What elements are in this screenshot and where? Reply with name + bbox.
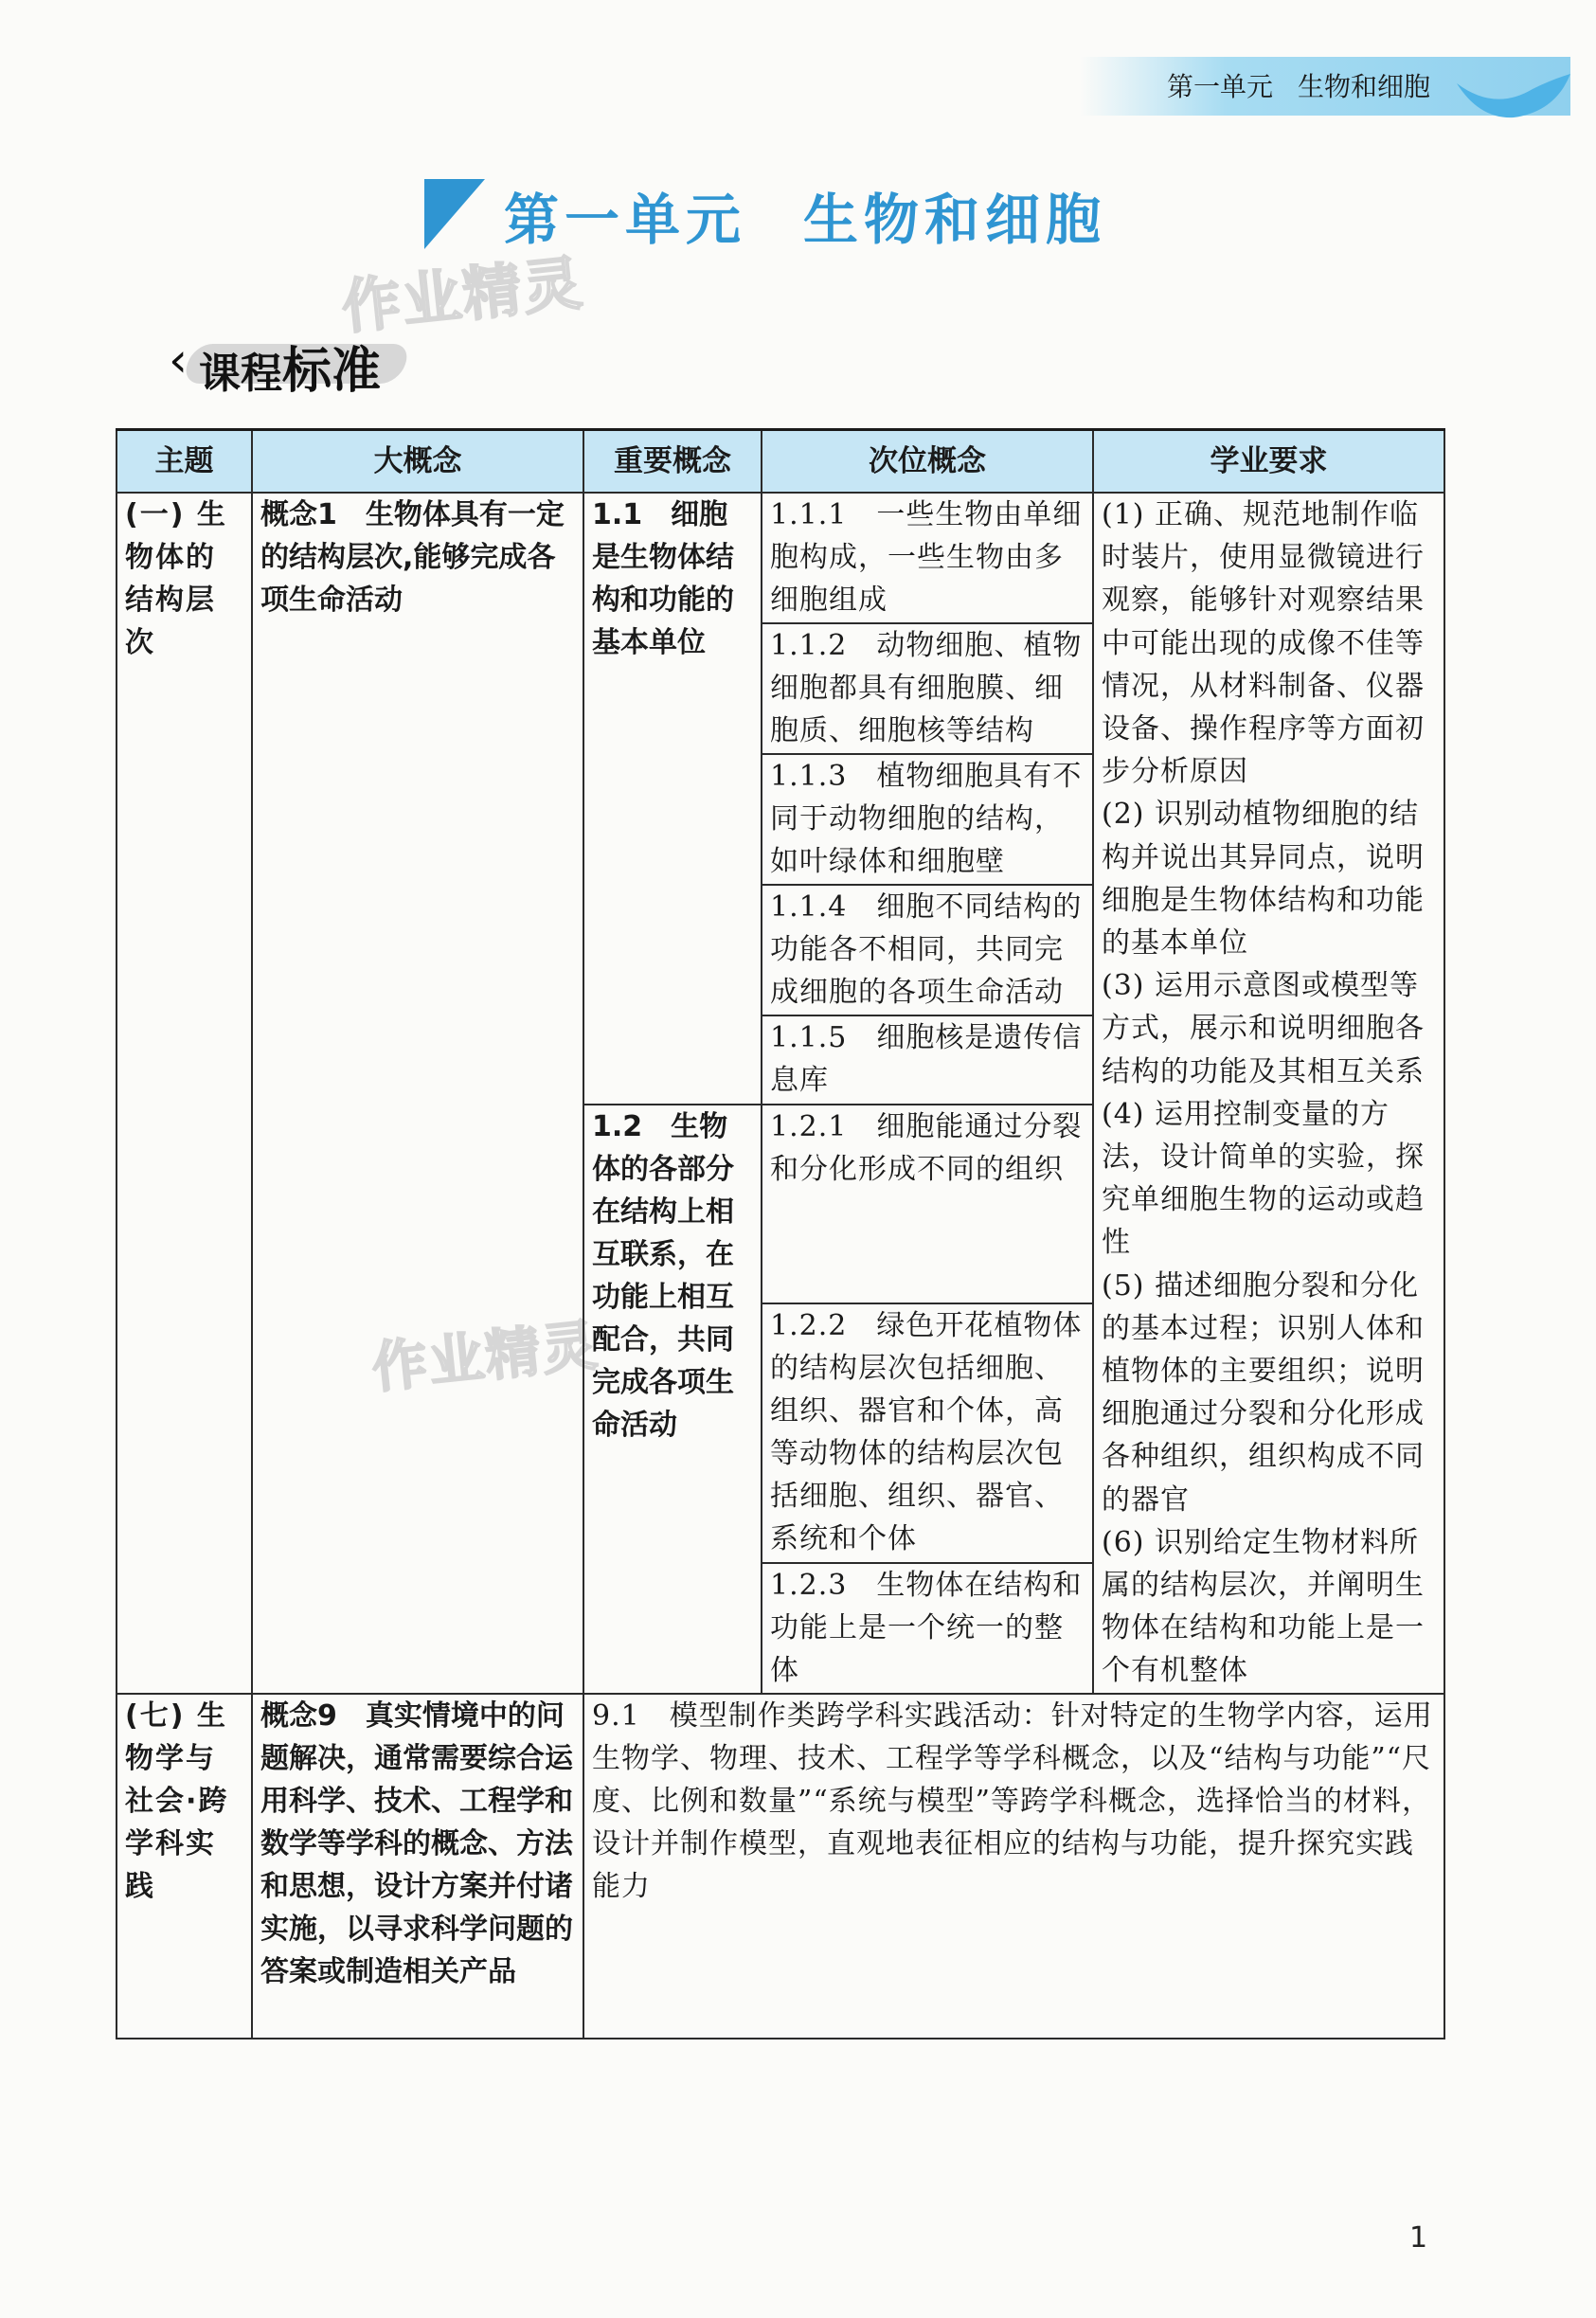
table-row bbox=[117, 1694, 1444, 2039]
triangle-marker-icon bbox=[424, 179, 485, 249]
column-header-important-concept: 重要概念 bbox=[583, 430, 762, 494]
big-concept-cell: 概念1 生物体具有一定的结构层次,能够完成各项生命活动 bbox=[252, 493, 583, 1694]
page-header-band bbox=[1080, 57, 1570, 116]
important-concept-cell: 1.2 生物体的各部分在结构上相互联系，在功能上相互配合，共同完成各项生命活动 bbox=[583, 1105, 762, 1694]
requirement-item: (4) 运用控制变量的方法，设计简单的实验，探究单细胞生物的运动或趋性 bbox=[1102, 1097, 1425, 1260]
running-header-unit: 第一单元 bbox=[1166, 71, 1273, 102]
running-header bbox=[1142, 66, 1430, 104]
important-concept-cell: 1.1 细胞是生物体结构和功能的基本单位 bbox=[583, 493, 762, 1105]
running-header-topic: 生物和细胞 bbox=[1297, 71, 1430, 102]
requirement-item: (5) 描述细胞分裂和分化的基本过程；识别人体和植物体的主要组织；说明细胞通过分裂和分化形成各种组织，组织构成不同的器官 bbox=[1102, 1268, 1425, 1517]
requirement-item: (1) 正确、规范地制作临时装片，使用显微镜进行观察，能够针对观察结果中可能出现的成像不佳等情况，从材料制备、仪器设备、操作程序等方面初步分析原因 bbox=[1102, 498, 1425, 789]
sub-concept-cell: 1.2.1 细胞能通过分裂和分化形成不同的组织 bbox=[762, 1105, 1093, 1303]
curriculum-standard-table bbox=[116, 428, 1445, 2039]
big-concept-cell: 概念9 真实情境中的问题解决，通常需要综合运用科学、技术、工程学和数学等学科的概念、方法和思想，设计方案并付诸实施，以寻求科学问题的答案或制造相关产品 bbox=[252, 1694, 583, 2039]
table-row bbox=[117, 493, 1444, 623]
sub-concept-cell: 1.1.2 动物细胞、植物细胞都具有细胞膜、细胞质、细胞核等结构 bbox=[762, 623, 1093, 754]
column-header-requirement: 学业要求 bbox=[1093, 430, 1444, 494]
section-heading-part1: 课程 bbox=[199, 350, 282, 398]
watermark: 作业精灵 bbox=[368, 1312, 602, 1401]
sub-concept-cell: 1.1.3 植物细胞具有不同于动物细胞的结构，如叶绿体和细胞壁 bbox=[762, 754, 1093, 885]
sub-concept-cell: 1.1.5 细胞核是遗传信息库 bbox=[762, 1015, 1093, 1105]
sub-concept-cell: 1.2.2 绿色开花植物体的结构层次包括细胞、组织、器官和个体，高等动物体的结构层次包括细胞、组织、器官、系统和个体 bbox=[762, 1303, 1093, 1563]
watermark: 作业精灵 bbox=[338, 247, 587, 343]
page-number: 1 bbox=[1409, 2221, 1428, 2255]
header-wave-icon bbox=[1457, 74, 1570, 123]
column-header-topic: 主题 bbox=[117, 430, 252, 494]
column-header-sub-concept: 次位概念 bbox=[762, 430, 1093, 494]
column-header-big-concept: 大概念 bbox=[252, 430, 583, 494]
topic-cell: (一) 生物体的结构层次 bbox=[117, 493, 252, 1694]
sub-concept-cell: 1.2.3 生物体在结构和功能上是一个统一的整体 bbox=[762, 1563, 1093, 1694]
chapter-title-topic: 生物和细胞 bbox=[803, 188, 1107, 252]
section-heading-curriculum-standard bbox=[169, 327, 415, 400]
angle-bracket-icon: ‹ bbox=[169, 332, 188, 387]
requirement-item: (6) 识别给定生物材料所属的结构层次，并阐明生物体在结构和功能上是一个有机整体 bbox=[1102, 1525, 1425, 1688]
practice-content-cell: 9.1 模型制作类跨学科实践活动：针对特定的生物学内容，运用生物学、物理、技术、工程学等学科概念，以及“结构与功能”“尺度、比例和数量”“系统与模型”等跨学科概念，选择恰当的材料，设计并制作模型，直观地表征相应的结构与功能，提升探究实践能力 bbox=[583, 1694, 1444, 2039]
requirement-item: (3) 运用示意图或模型等方式，展示和说明细胞各结构的功能及其相互关系 bbox=[1102, 969, 1425, 1088]
chapter-title-unit: 第一单元 bbox=[504, 188, 747, 252]
requirements-cell bbox=[1093, 493, 1444, 1694]
sub-concept-cell: 1.1.4 细胞不同结构的功能各不相同，共同完成细胞的各项生命活动 bbox=[762, 885, 1093, 1015]
section-heading-part2: 标准 bbox=[282, 343, 382, 400]
topic-cell: (七) 生物学与社会·跨学科实践 bbox=[117, 1694, 252, 2039]
sub-concept-cell: 1.1.1 一些生物由单细胞构成，一些生物由多细胞组成 bbox=[762, 493, 1093, 623]
table-header-row bbox=[117, 430, 1444, 494]
requirement-item: (2) 识别动植物细胞的结构并说出其异同点，说明细胞是生物体结构和功能的基本单位 bbox=[1102, 798, 1425, 961]
